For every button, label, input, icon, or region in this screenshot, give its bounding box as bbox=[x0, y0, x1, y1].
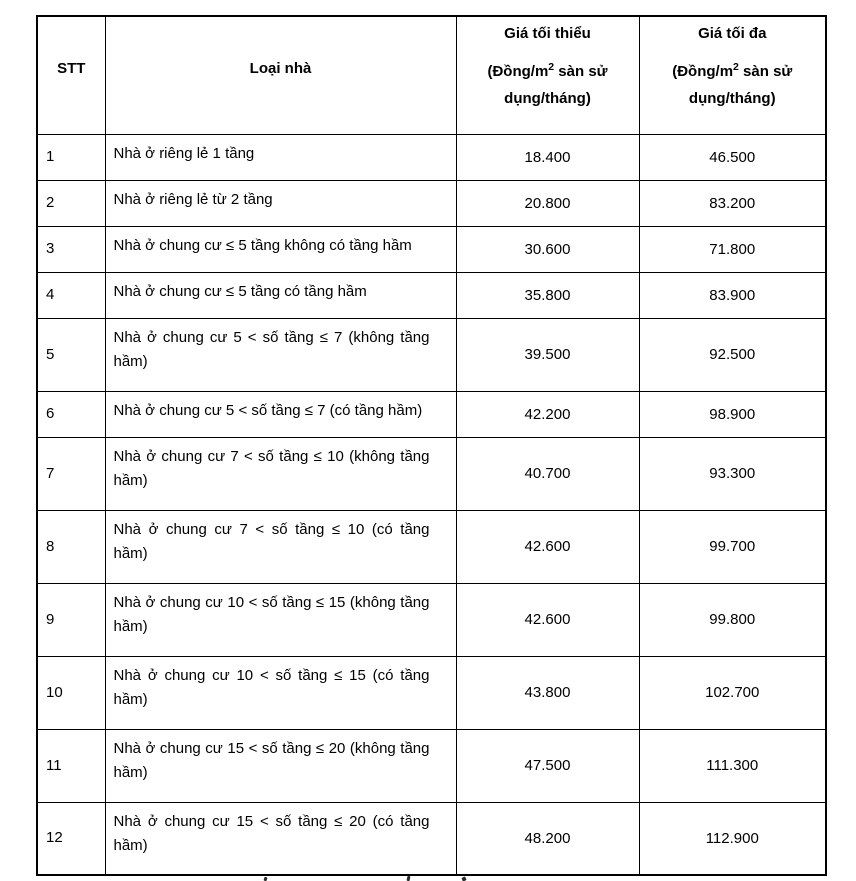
row-number: 8 bbox=[46, 537, 55, 555]
house-type-label: Nhà ở chung cư 15 < số tầng ≤ 20 (có tầng hầm) bbox=[113, 812, 430, 854]
max-price-value: 83.900 bbox=[709, 286, 756, 304]
row-number-cell bbox=[37, 729, 105, 802]
table-row bbox=[37, 583, 826, 656]
row-number-cell bbox=[37, 226, 105, 272]
table-body bbox=[37, 134, 826, 875]
unit-text: sàn sử dụng/tháng) bbox=[688, 63, 793, 108]
min-price-cell bbox=[456, 802, 639, 875]
table-row bbox=[37, 318, 826, 391]
min-price-cell bbox=[456, 391, 639, 437]
row-number-cell bbox=[37, 656, 105, 729]
house-type-label: Nhà ở riêng lẻ 1 tầng bbox=[113, 144, 255, 162]
house-type-cell bbox=[105, 729, 456, 802]
unit-text: (Đồng/m bbox=[487, 63, 549, 81]
row-number: 12 bbox=[46, 829, 63, 847]
min-price-value: 30.600 bbox=[524, 240, 571, 258]
house-type-cell bbox=[105, 318, 456, 391]
house-type-label: Nhà ở chung cư 5 < số tầng ≤ 7 (có tầng hầm) bbox=[113, 401, 423, 419]
max-price-cell bbox=[639, 180, 826, 226]
header-house-type bbox=[105, 16, 456, 134]
house-type-label: Nhà ở chung cư ≤ 5 tầng có tầng hầm bbox=[113, 282, 367, 300]
max-price-cell bbox=[639, 391, 826, 437]
cutoff-text-fragment bbox=[263, 877, 267, 881]
house-type-cell bbox=[105, 272, 456, 318]
min-price-cell bbox=[456, 318, 639, 391]
min-price-cell bbox=[456, 583, 639, 656]
table-row bbox=[37, 272, 826, 318]
table-row bbox=[37, 437, 826, 510]
row-number-cell bbox=[37, 272, 105, 318]
row-number: 11 bbox=[46, 756, 62, 774]
max-price-cell bbox=[639, 272, 826, 318]
max-price-cell bbox=[639, 134, 826, 180]
house-type-cell bbox=[105, 134, 456, 180]
header-max-price bbox=[639, 16, 826, 134]
unit-superscript: 2 bbox=[733, 61, 739, 74]
house-type-cell bbox=[105, 391, 456, 437]
row-number-cell bbox=[37, 134, 105, 180]
min-price-value: 48.200 bbox=[524, 829, 571, 847]
header-min-price bbox=[456, 16, 639, 134]
row-number-cell bbox=[37, 180, 105, 226]
header-stt bbox=[37, 16, 105, 134]
row-number-cell bbox=[37, 802, 105, 875]
row-number: 10 bbox=[46, 683, 63, 701]
cutoff-text-fragment bbox=[407, 876, 411, 881]
min-price-value: 40.700 bbox=[524, 465, 571, 482]
house-type-label: Nhà ở chung cư 10 < số tầng ≤ 15 (không tầng hầm) bbox=[113, 593, 430, 635]
table-row bbox=[37, 729, 826, 802]
row-number: 4 bbox=[46, 286, 55, 303]
house-type-cell bbox=[105, 180, 456, 226]
min-price-value: 42.600 bbox=[524, 611, 571, 628]
housing-price-table bbox=[36, 15, 827, 876]
max-price-value: 46.500 bbox=[709, 148, 756, 166]
min-price-value: 18.400 bbox=[524, 148, 571, 166]
house-type-label: Nhà ở riêng lẻ từ 2 tầng bbox=[113, 190, 273, 208]
row-number: 7 bbox=[46, 464, 55, 482]
row-number: 3 bbox=[46, 240, 55, 257]
house-type-cell bbox=[105, 802, 456, 875]
row-number-cell bbox=[37, 391, 105, 437]
max-price-value: 98.900 bbox=[709, 405, 756, 423]
row-number: 5 bbox=[46, 345, 55, 363]
header-min-price-title: Giá tối thiểu bbox=[504, 25, 591, 43]
house-type-label: Nhà ở chung cư 15 < số tầng ≤ 20 (không tầng hầm) bbox=[113, 739, 430, 781]
house-type-cell bbox=[105, 510, 456, 583]
max-price-value: 102.700 bbox=[705, 684, 760, 701]
house-type-label: Nhà ở chung cư 7 < số tầng ≤ 10 (không tầng hầm) bbox=[113, 447, 430, 489]
unit-text: (Đồng/m bbox=[672, 63, 734, 81]
house-type-label: Nhà ở chung cư ≤ 5 tầng không có tầng hầm bbox=[113, 236, 412, 254]
max-price-value: 83.200 bbox=[709, 194, 756, 212]
max-price-value: 99.700 bbox=[709, 538, 756, 555]
cutoff-text-fragment bbox=[461, 876, 466, 881]
house-type-cell bbox=[105, 583, 456, 656]
max-price-value: 99.800 bbox=[709, 611, 756, 628]
header-max-price-unit bbox=[646, 58, 820, 112]
unit-text: sàn sử dụng/tháng) bbox=[504, 63, 608, 108]
row-number: 6 bbox=[46, 405, 55, 422]
house-type-label: Nhà ở chung cư 7 < số tầng ≤ 10 (có tầng hầm) bbox=[113, 520, 430, 562]
header-row bbox=[37, 16, 826, 134]
header-stt-label: STT bbox=[57, 59, 86, 77]
max-price-value: 111.300 bbox=[706, 757, 759, 774]
min-price-value: 43.800 bbox=[524, 684, 571, 701]
min-price-cell bbox=[456, 729, 639, 802]
min-price-cell bbox=[456, 180, 639, 226]
max-price-cell bbox=[639, 729, 826, 802]
row-number: 9 bbox=[46, 610, 55, 628]
min-price-value: 20.800 bbox=[524, 194, 571, 212]
min-price-value: 42.200 bbox=[524, 405, 571, 423]
table-row bbox=[37, 802, 826, 875]
max-price-cell bbox=[639, 226, 826, 272]
max-price-value: 112.900 bbox=[705, 829, 759, 847]
max-price-cell bbox=[639, 510, 826, 583]
table-row bbox=[37, 226, 826, 272]
min-price-cell bbox=[456, 437, 639, 510]
min-price-value: 35.800 bbox=[524, 286, 571, 304]
house-type-cell bbox=[105, 656, 456, 729]
table-row bbox=[37, 656, 826, 729]
max-price-value: 71.800 bbox=[709, 240, 756, 258]
max-price-cell bbox=[639, 583, 826, 656]
max-price-cell bbox=[639, 802, 826, 875]
unit-superscript: 2 bbox=[548, 61, 555, 74]
table-row bbox=[37, 510, 826, 583]
max-price-cell bbox=[639, 437, 826, 510]
row-number-cell bbox=[37, 437, 105, 510]
row-number-cell bbox=[37, 583, 105, 656]
house-type-cell bbox=[105, 437, 456, 510]
header-min-price-unit bbox=[463, 58, 633, 112]
table-row bbox=[37, 180, 826, 226]
header-max-price-title: Giá tối đa bbox=[698, 25, 767, 43]
min-price-value: 47.500 bbox=[524, 757, 571, 774]
house-type-label: Nhà ở chung cư 5 < số tầng ≤ 7 (không tầng hầm) bbox=[113, 328, 430, 370]
min-price-cell bbox=[456, 226, 639, 272]
table-row bbox=[37, 134, 826, 180]
min-price-cell bbox=[456, 510, 639, 583]
max-price-cell bbox=[639, 656, 826, 729]
min-price-cell bbox=[456, 134, 639, 180]
header-house-type-label: Loại nhà bbox=[249, 59, 312, 77]
row-number: 1 bbox=[46, 148, 55, 165]
house-type-cell bbox=[105, 226, 456, 272]
max-price-value: 92.500 bbox=[709, 346, 756, 363]
row-number-cell bbox=[37, 510, 105, 583]
min-price-cell bbox=[456, 272, 639, 318]
max-price-value: 93.300 bbox=[709, 465, 756, 482]
min-price-value: 39.500 bbox=[524, 346, 571, 363]
row-number: 2 bbox=[46, 194, 55, 211]
min-price-value: 42.600 bbox=[524, 538, 571, 555]
min-price-cell bbox=[456, 656, 639, 729]
table-header bbox=[37, 16, 826, 134]
row-number-cell bbox=[37, 318, 105, 391]
max-price-cell bbox=[639, 318, 826, 391]
house-type-label: Nhà ở chung cư 10 < số tầng ≤ 15 (có tầng hầm) bbox=[113, 666, 430, 708]
table-row bbox=[37, 391, 826, 437]
